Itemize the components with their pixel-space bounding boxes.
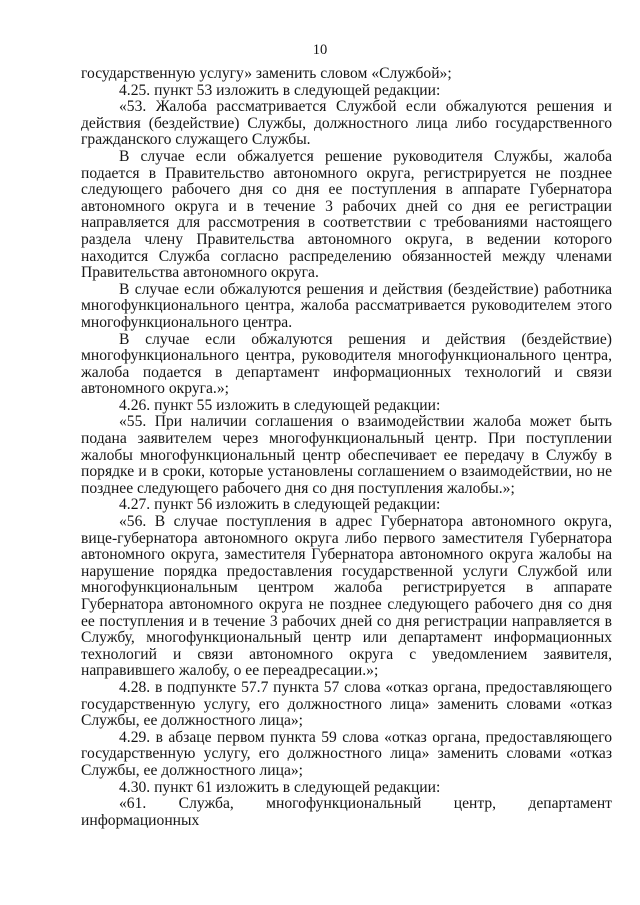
paragraph-clause-53-head-complaint: В случае если обжалуется решение руководителя Службы, жалоба подается в Правительство автономного округа, регистрируется не позднее следующего рабочего дня со дня ее поступления в аппарате Губернатора автономного округа и в течение 3 рабочих дней со дня ее регистрации направляется для рассмотрения в соответствии с требованиями настоящего раздела члену Правительства автономного округа, в ведении которого находится Служба согласно распределению обязанностей между членами Правительства автономного округа.	[81, 147, 612, 282]
paragraph-item-4-29: 4.29. в абзаце первом пункта 59 слова «отказ органа, предоставляющего государственную услугу, его должностного лица» заменить словами «отказ Службы, ее должностного лица»;	[81, 728, 612, 779]
paragraph-item-4-30: 4.30. пункт 61 изложить в следующей редакции:	[119, 778, 441, 796]
paragraph-clause-53-mfc-employee: В случае если обжалуются решения и действия (бездействие) работника многофункционального центра, жалоба рассматривается руководителем этого многофункционального центра.	[81, 280, 612, 331]
paragraph-clause-56: «56. В случае поступления в адрес Губернатора автономного округа, вице-губернатора автономного округа либо первого заместителя Губернатора автономного округа, заместителя Губернатора автономного округа жалобы на нарушение порядка предоставления государственной услуги Службой или многофункциональным центром жалоба регистрируется в аппарате Губернатора автономного округа не позднее следующего рабочего дня со дня ее поступления и в течение 3 рабочих дней со дня регистрации направляется в Службу, многофункциональный центр или департамент информационных технологий и связи автономного округа с уведомлением заявителя, направившего жалобу, о ее переадресации.»;	[81, 513, 612, 680]
paragraph-clause-61: «61. Служба, многофункциональный центр, департамент информационных	[81, 795, 612, 829]
paragraph-item-4-28: 4.28. в подпункте 57.7 пункта 57 слова «отказ органа, предоставляющего государственную услугу, его должностного лица» заменить словами «отказ Службы, ее должностного лица»;	[81, 678, 612, 730]
document-body	[81, 66, 612, 829]
paragraph-clause-53-mfc: В случае если обжалуются решения и действия (бездействие) многофункционального центра, руководителя многофункционального центра, жалоба подается в департамент информационных технологий и связи автономного округа.»;	[81, 330, 612, 398]
paragraph-clause-53: «53. Жалоба рассматривается Службой если обжалуются решения и действия (бездействие) Службы, должностного лица либо государственного гражданского служащего Службы.	[81, 98, 612, 149]
page-number: 10	[312, 42, 328, 58]
paragraph-item-4-26: 4.26. пункт 55 изложить в следующей редакции:	[119, 396, 441, 414]
paragraph-continuation: государственную услугу» заменить словом «Службой»;	[81, 65, 452, 82]
paragraph-clause-55: «55. При наличии соглашения о взаимодействии жалоба может быть подана заявителем через многофункциональный центр. При поступлении жалобы многофункциональный центр обеспечивает ее передачу в Службу в порядке и в сроки, которые установлены соглашением о взаимодействии, но не позднее следующего рабочего дня со дня поступления жалобы.»;	[81, 413, 612, 497]
paragraph-item-4-25: 4.25. пункт 53 изложить в следующей редакции:	[119, 81, 441, 99]
paragraph-item-4-27: 4.27. пункт 56 изложить в следующей редакции:	[119, 496, 441, 514]
